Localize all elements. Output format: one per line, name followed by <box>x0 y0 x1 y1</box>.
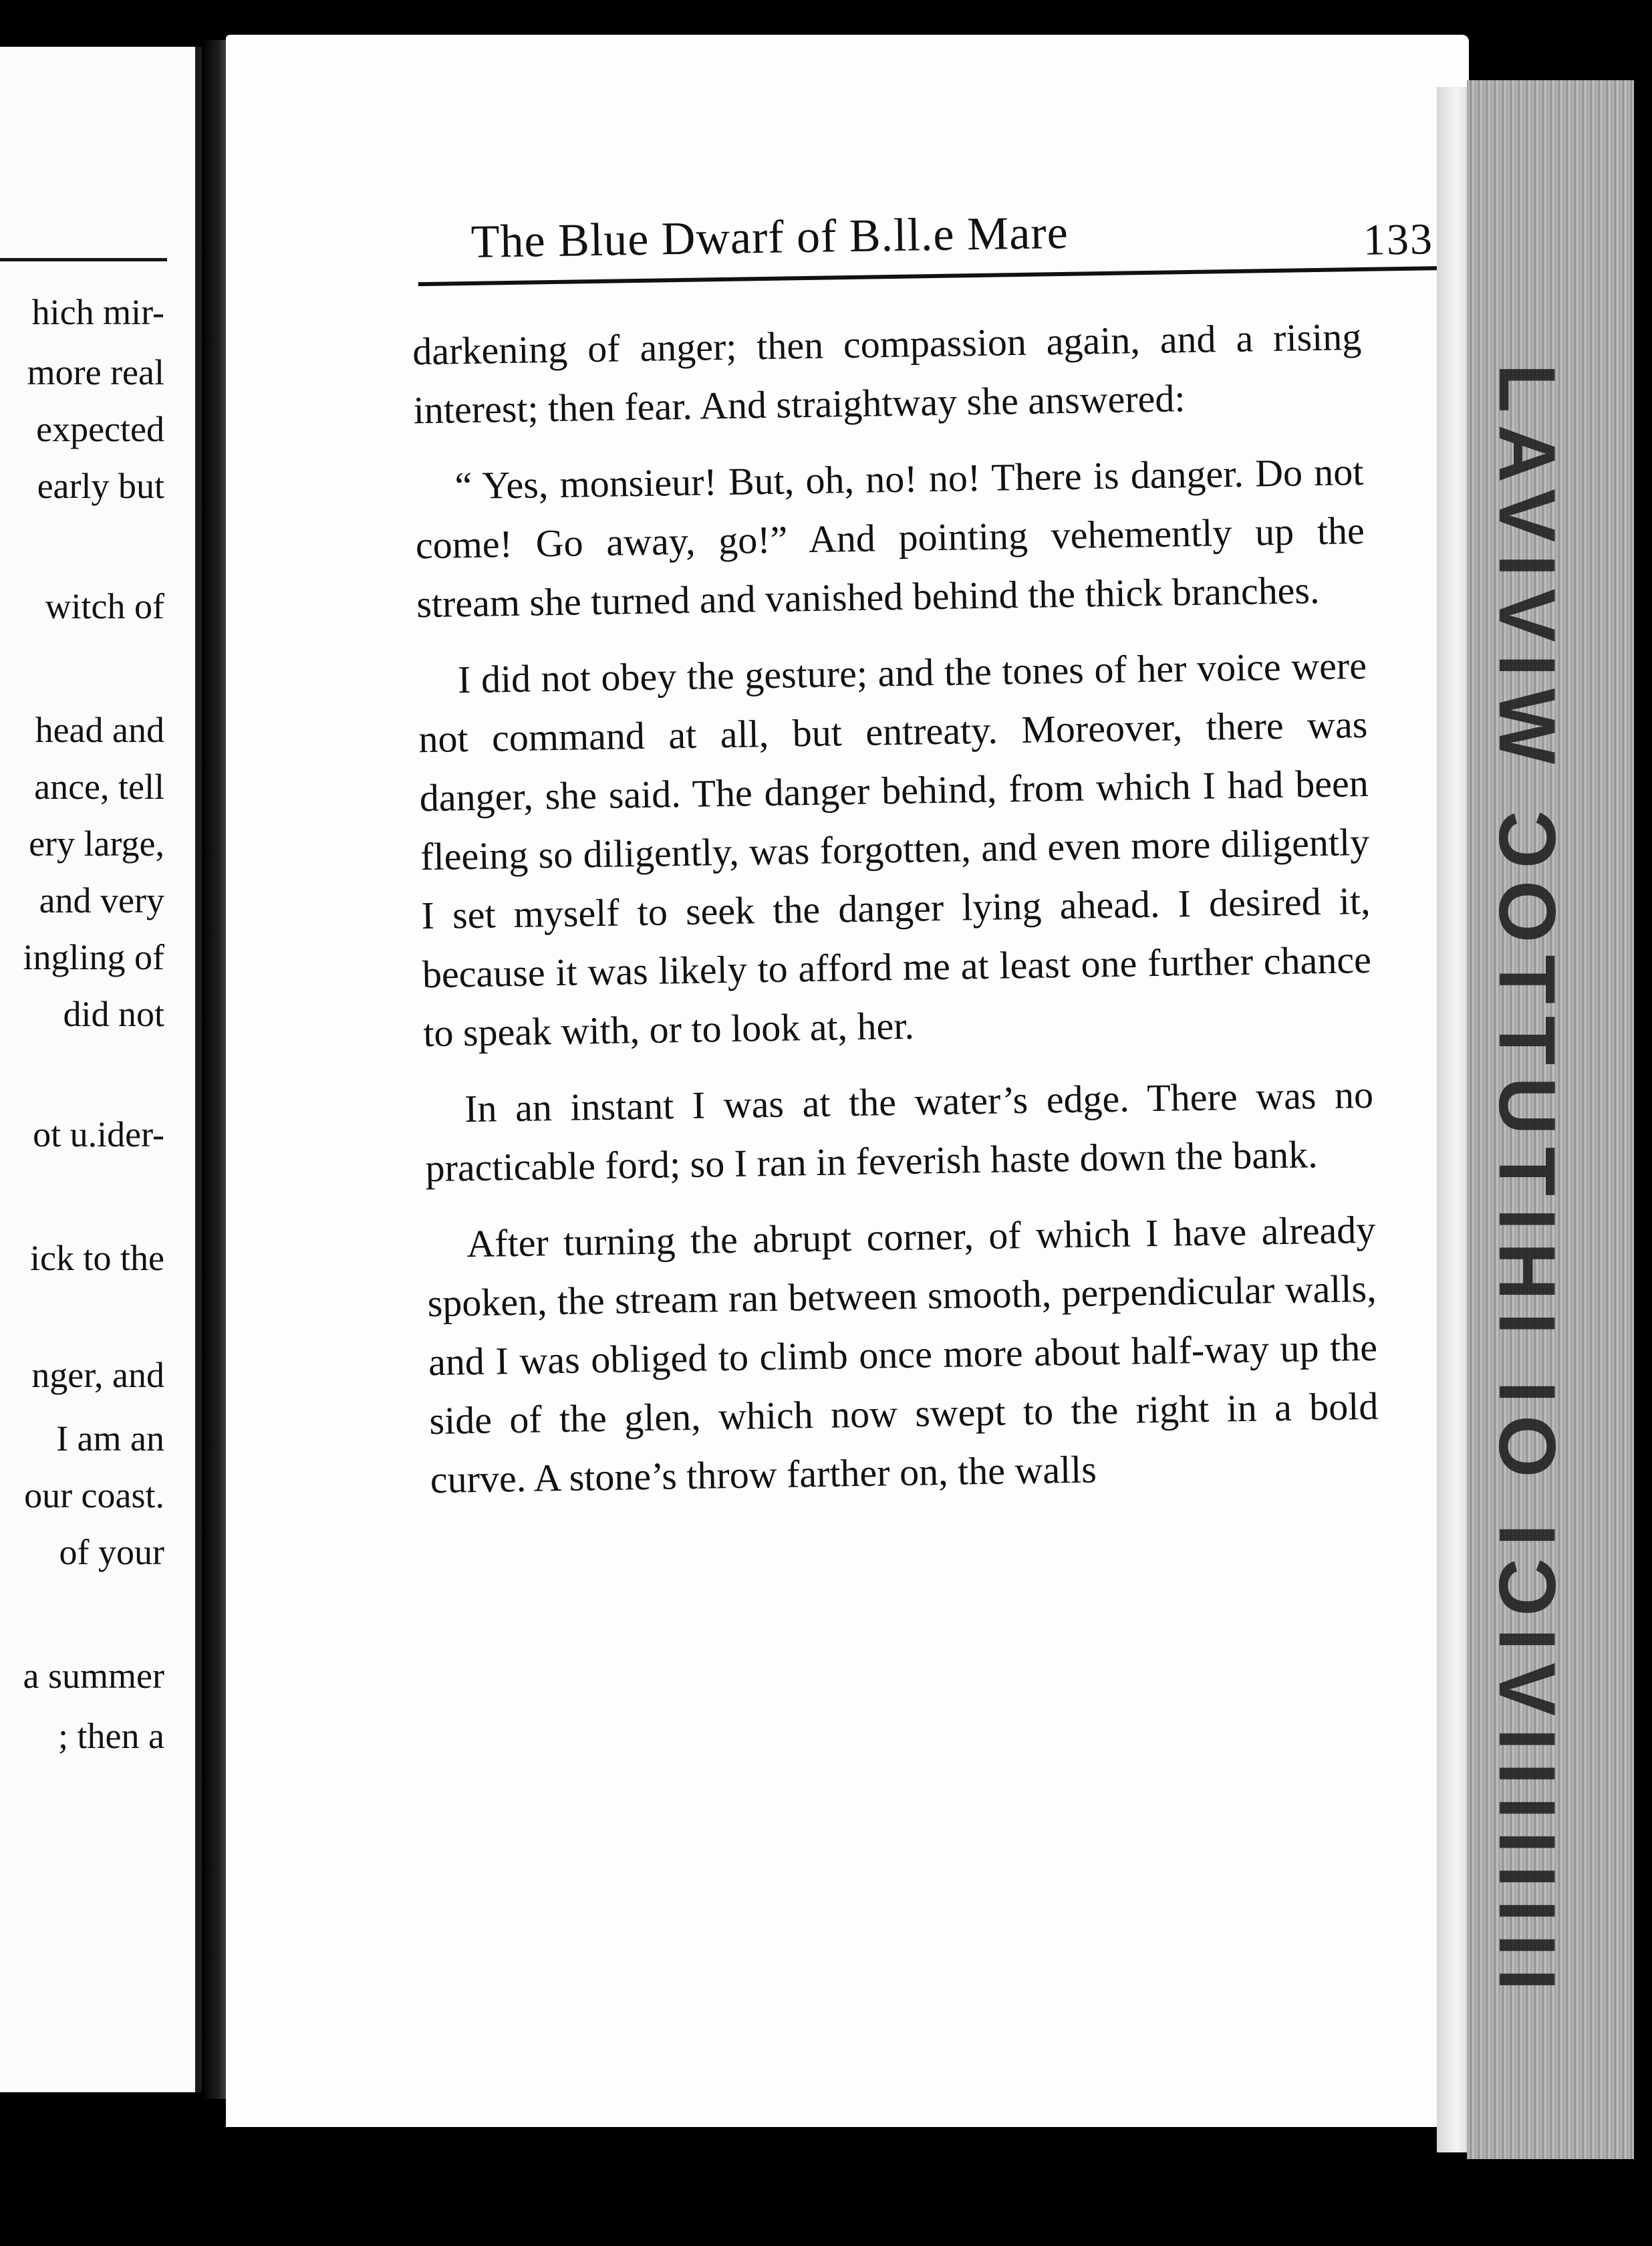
paragraph: “ Yes, monsieur! But, oh, no! no! There is danger. Do not come! Go away, go!” And pointing vehemently up the stream she turned and vanished behind the thick branches. <box>415 449 1365 626</box>
left-header-rule <box>0 258 167 261</box>
page-number: 133 <box>1363 215 1434 265</box>
left-page-line: more real <box>27 352 164 392</box>
fore-edge-stamp-text: LAVIVIW ƆOTTUTIHI IO IƆIVIIIIIIII <box>1482 364 1572 2003</box>
paragraph: I did not obey the gesture; and the tones of her voice were not command at all, but entreaty. Moreover, there was danger, she said. The danger behind, from which I had been fleeing so diligently, was forgotten, and even more diligently I set myself to seek the danger lying ahead. I desired it, because it was likely to afford me at least one further chance to speak with, or to look at, her. <box>418 643 1372 1055</box>
left-page-line: ick to the <box>30 1238 164 1278</box>
paragraph: In an instant I was at the water’s edge. There was no practicable ford; so I ran in feverish haste down the bank. <box>425 1072 1374 1191</box>
fore-edge-stamp <box>1477 364 1577 2003</box>
paragraph: darkening of anger; then compassion again, and a rising interest; then fear. And straightway she answered: <box>412 314 1362 432</box>
left-page-line: ance, tell <box>34 767 164 807</box>
page-header <box>417 187 1441 283</box>
main-page <box>226 35 1469 2127</box>
left-page-line: ; then a <box>58 1716 164 1756</box>
left-facing-page <box>0 47 202 2092</box>
left-page-line: did not <box>63 994 164 1034</box>
left-page-line: witch of <box>45 586 164 626</box>
body-text <box>412 307 1380 1527</box>
left-page-line: and very <box>39 880 164 920</box>
left-page-line: hich mir- <box>31 292 164 332</box>
left-page-line: early but <box>37 466 164 506</box>
left-page-line: ingling of <box>23 937 164 977</box>
header-rule <box>418 266 1441 286</box>
left-page-line: expected <box>36 409 164 449</box>
running-title: The Blue Dwarf of B.ll.e Mare <box>470 207 1069 268</box>
left-page-line: I am an <box>56 1418 164 1459</box>
left-page-line: ery large, <box>29 824 164 864</box>
left-page-line: head and <box>35 710 164 750</box>
left-page-line: nger, and <box>31 1355 164 1395</box>
left-page-line: ot u.ider- <box>33 1114 164 1154</box>
left-page-line: our coast. <box>24 1475 164 1515</box>
paragraph: After turning the abrupt corner, of which I have already spoken, the stream ran between smooth, perpendicular walls, and I was obliged to climb once more about half-way up the side of the glen, which now swept to the right in a bold curve. A stone’s throw farther on, the walls <box>427 1207 1379 1502</box>
left-page-line: of your <box>59 1532 164 1572</box>
left-page-line: a summer <box>23 1656 164 1696</box>
